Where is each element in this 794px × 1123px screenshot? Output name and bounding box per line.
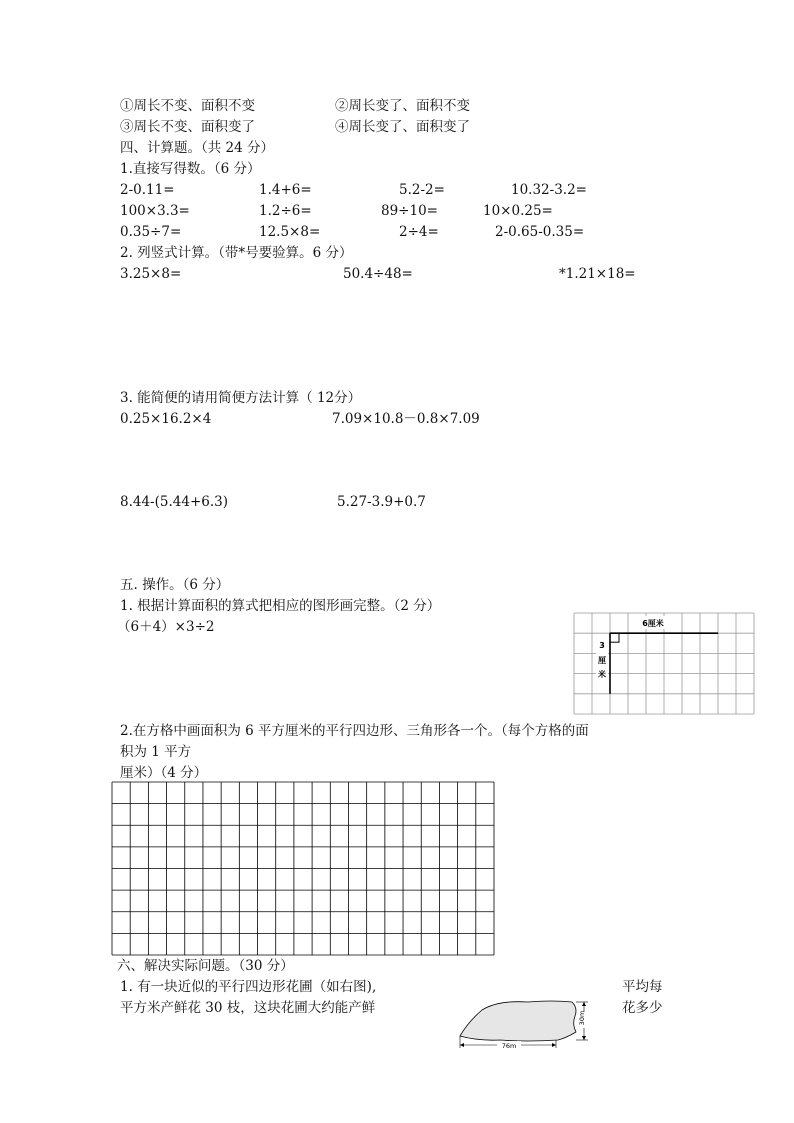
section-6-title: 六、解决实际问题。（30 分） bbox=[117, 958, 294, 974]
base-label: 76m bbox=[501, 1042, 517, 1050]
drawing-grid[interactable] bbox=[112, 782, 494, 955]
calc-item: 2-0.65-0.35= bbox=[495, 224, 585, 240]
option-3: ③周长不变、面积变了 bbox=[120, 119, 255, 135]
option-2: ②周长变了、面积不变 bbox=[335, 98, 470, 114]
calc-item: 2÷4= bbox=[399, 224, 439, 240]
s5-q2-line1: 2.在方格中画面积为 6 平方厘米的平行四边形、三角形各一个。（每个方格的面 bbox=[120, 723, 589, 739]
area-formula: （6＋4）×3÷2 bbox=[117, 619, 215, 635]
figure-side-label: 厘 bbox=[598, 656, 606, 665]
s6-q1-line2: 平方米产鲜花 30 枝，这块花圃大约能产鲜 bbox=[120, 1000, 376, 1016]
garden-figure bbox=[448, 996, 598, 1056]
figure-side-label: 3 bbox=[599, 641, 605, 650]
simplify-item: 7.09×10.8－0.8×7.09 bbox=[332, 411, 480, 427]
vertical-calc-item: *1.21×18= bbox=[559, 266, 636, 282]
simplify-item: 0.25×16.2×4 bbox=[120, 411, 212, 427]
s6-q1-line1-right: 平均每 bbox=[622, 979, 663, 995]
calc-item: 0.35÷7= bbox=[120, 224, 182, 240]
figure-side-label: 米 bbox=[598, 670, 606, 679]
calc-item: 12.5×8= bbox=[259, 224, 321, 240]
section-5-title: 五. 操作。（6 分） bbox=[120, 577, 230, 593]
option-1: ①周长不变、面积不变 bbox=[120, 98, 255, 114]
option-4: ④周长变了、面积变了 bbox=[335, 119, 470, 135]
figure-grid bbox=[574, 613, 754, 714]
s5-q2-line3: 厘米）（4 分） bbox=[120, 765, 208, 781]
calc-item: 89÷10= bbox=[381, 203, 438, 219]
q2-title: 2. 列竖式计算。（带*号要验算。6 分） bbox=[120, 245, 353, 261]
s6-q1-line1: 1. 有一块近似的平行四边形花圃（如右图), bbox=[120, 979, 377, 995]
s6-q1-line2-right: 花多少 bbox=[622, 1000, 663, 1016]
q1-title: 1.直接写得数。（6 分） bbox=[120, 161, 261, 177]
calc-item: 1.2÷6= bbox=[259, 203, 312, 219]
height-label: 30m bbox=[578, 1010, 586, 1026]
q3-title: 3. 能简便的请用简便方法计算（ 12分） bbox=[120, 390, 362, 406]
right-angle-mark bbox=[610, 633, 619, 642]
vertical-calc-item: 50.4÷48= bbox=[343, 266, 413, 282]
garden-shape bbox=[460, 1001, 576, 1041]
figure-top-label: 6厘米 bbox=[642, 619, 664, 628]
calc-item: 100×3.3= bbox=[120, 203, 190, 219]
simplify-item: 8.44-(5.44+6.3) bbox=[120, 494, 228, 510]
s5-q2-line2: 积为 1 平方 bbox=[120, 744, 192, 760]
calc-item: 10×0.25= bbox=[483, 203, 553, 219]
calc-item: 2-0.11= bbox=[120, 182, 175, 198]
simplify-item: 5.27-3.9+0.7 bbox=[337, 494, 426, 510]
section-4-title: 四、计算题。（共 24 分） bbox=[120, 140, 275, 156]
calc-item: 5.2-2= bbox=[399, 182, 445, 198]
calc-item: 10.32-3.2= bbox=[511, 182, 587, 198]
s5-q1-title: 1. 根据计算面积的算式把相应的图形画完整。（2 分） bbox=[120, 598, 441, 614]
vertical-calc-item: 3.25×8= bbox=[120, 266, 182, 282]
calc-item: 1.4+6= bbox=[259, 182, 312, 198]
